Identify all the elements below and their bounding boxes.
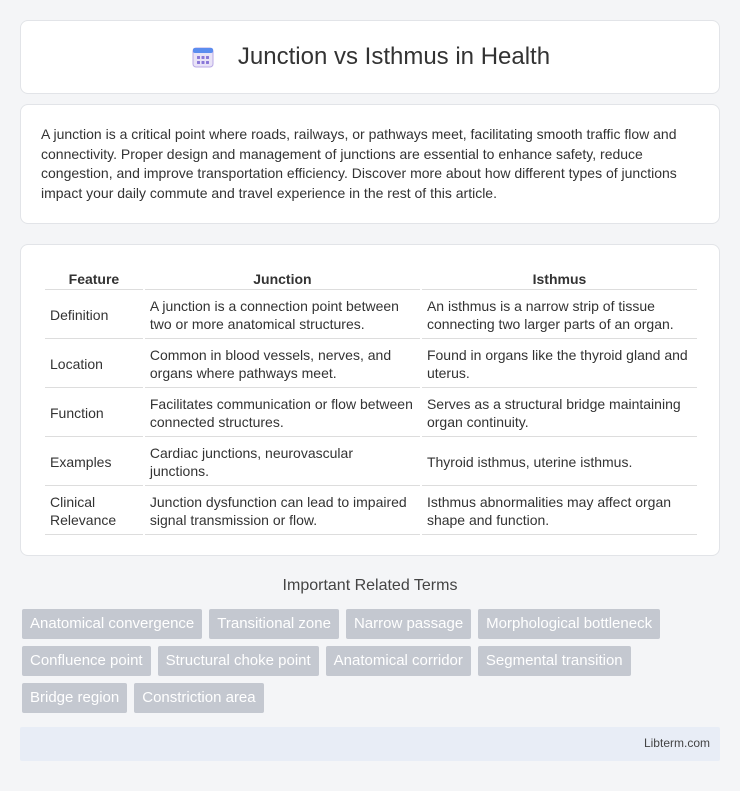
- row-feature: Clinical Relevance: [45, 488, 143, 535]
- table-header-row: [45, 267, 697, 290]
- table-row: [45, 390, 697, 437]
- row-feature: Definition: [45, 292, 143, 339]
- related-term-tag[interactable]: Transitional zone: [209, 609, 339, 639]
- row-isthmus: An isthmus is a narrow strip of tissue connecting two larger parts of an organ.: [422, 292, 697, 339]
- row-isthmus: Isthmus abnormalities may affect organ shape and function.: [422, 488, 697, 535]
- row-feature: Examples: [45, 439, 143, 486]
- header-isthmus: Isthmus: [422, 267, 697, 290]
- row-junction: Junction dysfunction can lead to impaired signal transmission or flow.: [145, 488, 420, 535]
- row-junction: Common in blood vessels, nerves, and organs where pathways meet.: [145, 341, 420, 388]
- related-terms-list: [22, 609, 722, 713]
- related-term-tag[interactable]: Anatomical corridor: [326, 646, 471, 676]
- comparison-table: [43, 265, 699, 537]
- calendar-icon: [190, 44, 216, 70]
- table-row: [45, 439, 697, 486]
- title-card: [20, 20, 720, 94]
- related-term-tag[interactable]: Structural choke point: [158, 646, 319, 676]
- row-junction: Cardiac junctions, neurovascular junctions.: [145, 439, 420, 486]
- related-term-tag[interactable]: Narrow passage: [346, 609, 471, 639]
- related-term-tag[interactable]: Anatomical convergence: [22, 609, 202, 639]
- related-term-tag[interactable]: Morphological bottleneck: [478, 609, 660, 639]
- row-junction: Facilitates communication or flow between connected structures.: [145, 390, 420, 437]
- table-row: [45, 341, 697, 388]
- related-terms-heading: Important Related Terms: [282, 577, 458, 594]
- intro-paragraph: A junction is a critical point where roads, railways, or pathways meet, facilitating smooth traffic flow and connectivity. Proper design and management of junctions are essential to enhance safety, reduce congestion, and improve transportation efficiency. Discover more about how different types of junctions impact your daily commute and travel experience in the rest of this article.: [41, 126, 677, 201]
- header-feature: Feature: [45, 267, 143, 290]
- intro-card: [20, 104, 720, 224]
- table-row: [45, 292, 697, 339]
- table-row: [45, 488, 697, 535]
- footer-site-link[interactable]: Libterm.com: [643, 736, 710, 750]
- related-term-tag[interactable]: Constriction area: [134, 683, 263, 713]
- comparison-card: [20, 244, 720, 556]
- row-isthmus: Found in organs like the thyroid gland and uterus.: [422, 341, 697, 388]
- footer: [20, 727, 720, 761]
- row-isthmus: Serves as a structural bridge maintaining organ continuity.: [422, 390, 697, 437]
- related-term-tag[interactable]: Bridge region: [22, 683, 127, 713]
- related-term-tag[interactable]: Confluence point: [22, 646, 151, 676]
- row-junction: A junction is a connection point between two or more anatomical structures.: [145, 292, 420, 339]
- related-term-tag[interactable]: Segmental transition: [478, 646, 631, 676]
- row-isthmus: Thyroid isthmus, uterine isthmus.: [422, 439, 697, 486]
- header-junction: Junction: [145, 267, 420, 290]
- row-feature: Location: [45, 341, 143, 388]
- row-feature: Function: [45, 390, 143, 437]
- page-title: Junction vs Isthmus in Health: [237, 43, 551, 70]
